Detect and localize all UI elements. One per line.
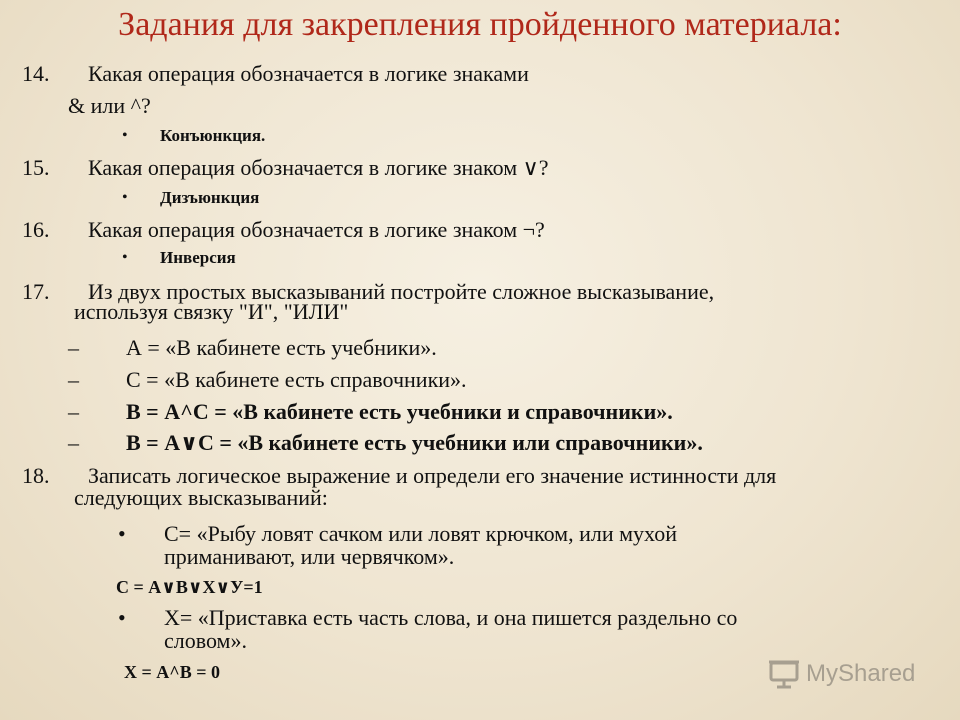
- dash-marker: –: [68, 367, 79, 392]
- formula-c: С = А∨В∨Х∨У=1: [116, 577, 263, 597]
- answer-text: Конъюнкция.: [160, 126, 266, 145]
- bullet-icon: •: [122, 189, 128, 206]
- question-text: Какая операция обозначается в логике знаком ∨?: [88, 155, 549, 180]
- slide-title: Задания для закрепления пройденного материала:: [118, 6, 842, 43]
- question-text: Какая операция обозначается в логике знаками: [88, 61, 529, 86]
- question-number: 16.: [22, 217, 50, 242]
- formula-x: Х = А^В = 0: [124, 662, 220, 682]
- question-text: используя связку "И", "ИЛИ": [74, 299, 349, 324]
- bullet-icon: •: [118, 521, 126, 546]
- statement-text: С= «Рыбу ловят сачком или ловят крючком, или мухой: [164, 521, 677, 546]
- question-text: Из двух простых высказываний постройте сложное высказывание,: [88, 279, 715, 304]
- dash-marker: –: [68, 430, 79, 455]
- question-number: 17.: [22, 279, 50, 304]
- question-text: Какая операция обозначается в логике знаком ¬?: [88, 217, 545, 242]
- statement-text: приманивают, или червячком».: [164, 544, 455, 569]
- dash-marker: –: [68, 399, 79, 424]
- bullet-icon: •: [122, 249, 128, 266]
- question-number: 18.: [22, 463, 50, 488]
- question-text: Записать логическое выражение и определи его значение истинности для: [88, 463, 777, 488]
- dash-marker: –: [68, 335, 79, 360]
- statement-text: словом».: [164, 628, 247, 653]
- statement-text: Х= «Приставка есть часть слова, и она пишется раздельно со: [164, 605, 738, 630]
- statement-text: В = А∨С = «В кабинете есть учебники или справочники».: [126, 430, 703, 455]
- statement-text: А = «В кабинете есть учебники».: [126, 335, 437, 360]
- projector-screen-icon: [768, 659, 800, 689]
- statement-text: В = А^С = «В кабинете есть учебники и справочники».: [126, 399, 673, 424]
- question-text: следующих высказываний:: [74, 485, 328, 510]
- answer-text: Дизъюнкция: [160, 188, 260, 207]
- watermark-text: MyShared: [806, 660, 916, 687]
- question-text: & или ^?: [68, 93, 151, 118]
- watermark-logo: [768, 656, 938, 692]
- question-number: 15.: [22, 155, 50, 180]
- bullet-icon: •: [118, 605, 126, 630]
- bullet-icon: •: [122, 127, 128, 144]
- statement-text: С = «В кабинете есть справочники».: [126, 367, 467, 392]
- question-number: 14.: [22, 61, 50, 86]
- answer-text: Инверсия: [160, 248, 236, 267]
